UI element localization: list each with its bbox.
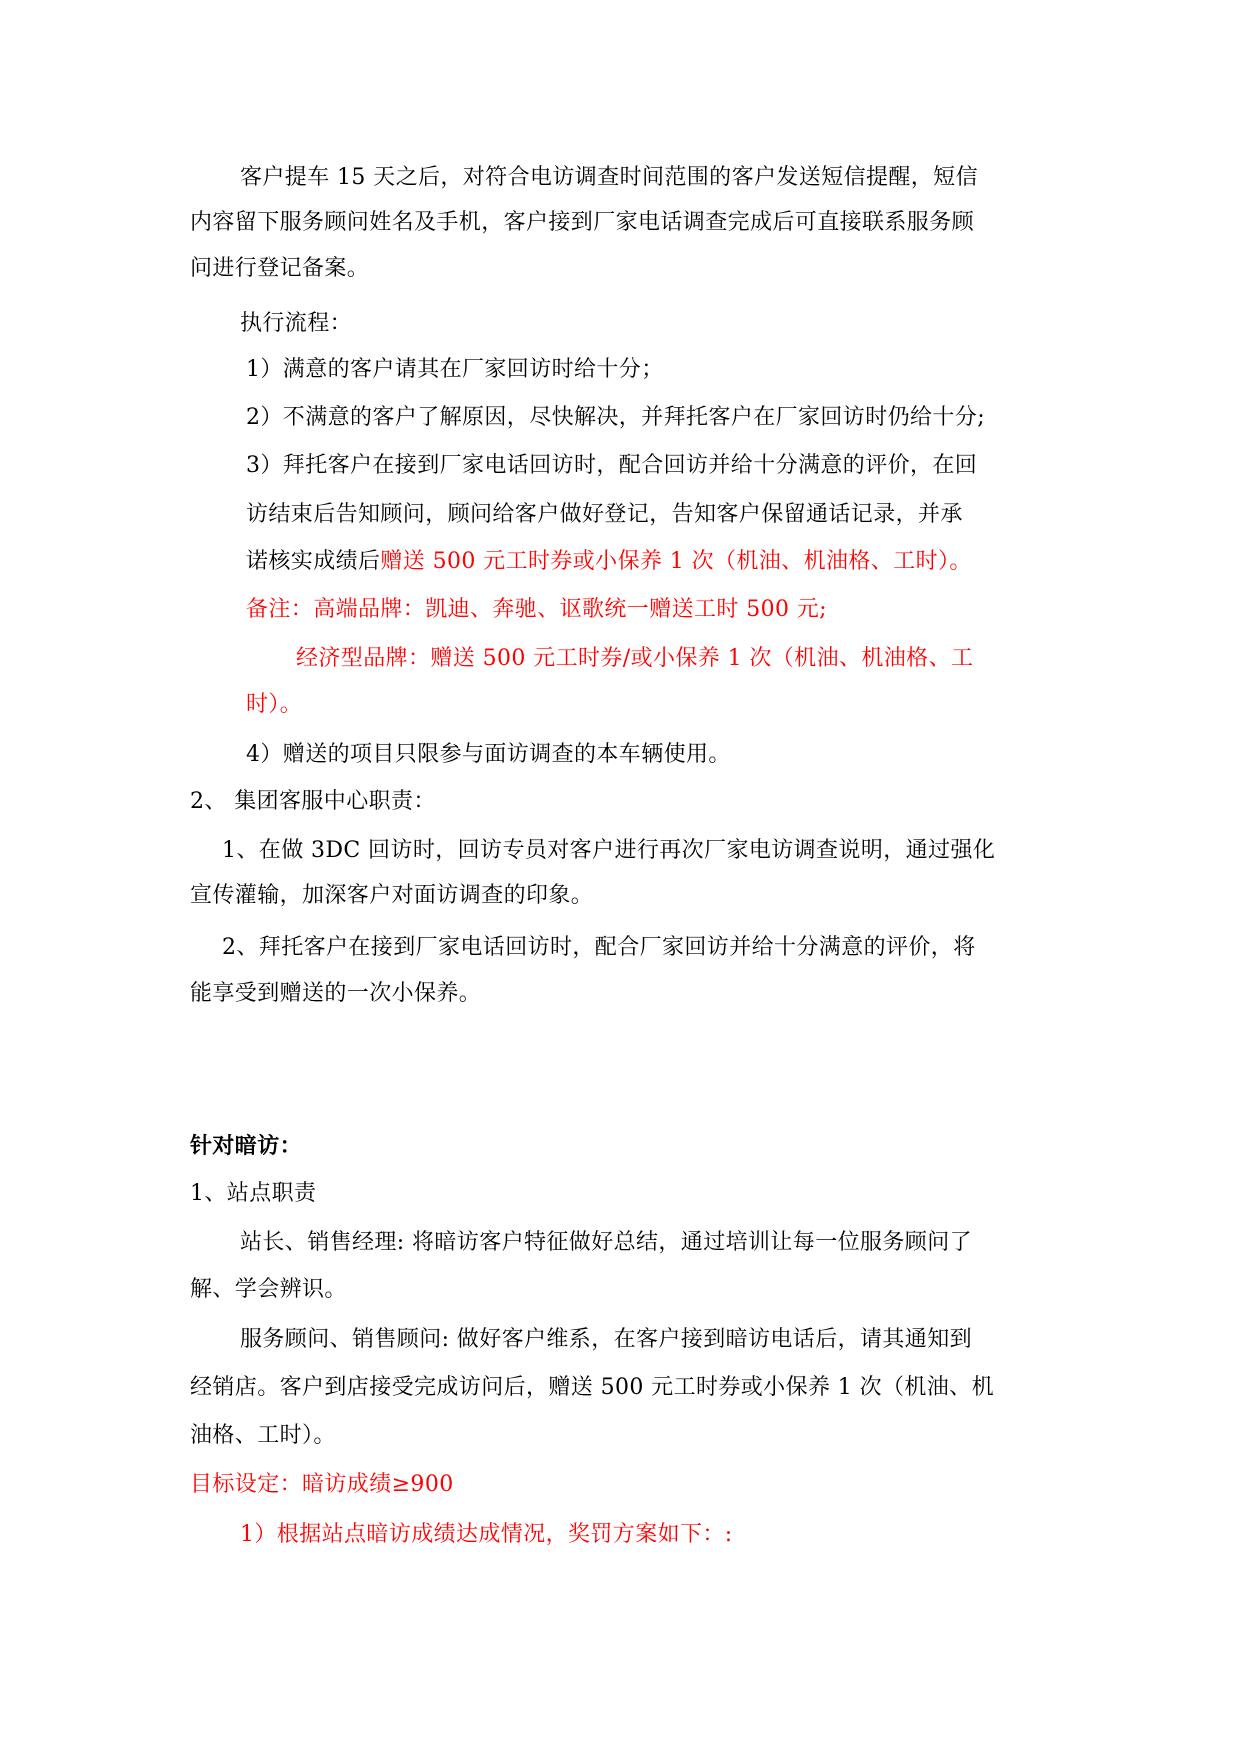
manager-para-line-1: 站长、销售经理: 将暗访客户特征做好总结，通过培训让每一位服务顾问了 [240, 1230, 973, 1255]
advisor-para-line-3: 油格、工时）。 [190, 1423, 336, 1448]
intro-line-1: 客户提车 15 天之后，对符合电访调查时间范围的客户发送短信提醒，短信 [240, 165, 978, 190]
process-step-3-line-2: 访结束后告知顾问，顾问给客户做好登记，告知客户保留通话记录，并承 [246, 502, 963, 527]
process-step-3-line-3 [246, 547, 972, 577]
advisor-para-line-1: 服务顾问、销售顾问: 做好客户维系，在客户接到暗访电话后，请其通知到 [240, 1327, 973, 1352]
section-2-item-2-line-1: 2、拜托客户在接到厂家电话回访时，配合厂家回访并给十分满意的评价，将 [222, 935, 976, 960]
process-step-2: 2）不满意的客户了解原因，尽快解决，并拜托客户在厂家回访时仍给十分; [246, 405, 986, 430]
process-step-4: 4）赠送的项目只限参与面访调查的本车辆使用。 [246, 742, 731, 767]
section-2-item-2-line-2: 能享受到赠送的一次小保养。 [190, 981, 482, 1006]
process-step-1: 1）满意的客户请其在厂家回访时给十分； [246, 357, 664, 382]
mystery-subsection-1: 1、站点职责 [190, 1181, 317, 1206]
section-2-item-1-line-2: 宣传灌输，加深客户对面访调查的印象。 [190, 883, 594, 908]
note-line-3: 时）。 [246, 692, 303, 717]
note-line-2: 经济型品牌：赠送 500 元工时券/或小保养 1 次（机油、机油格、工 [296, 646, 974, 671]
process-step-3-line-1: 3）拜托客户在接到厂家电话回访时，配合回访并给十分满意的评价，在回 [246, 453, 978, 478]
step-3-text: 诺核实成绩后 [246, 549, 381, 574]
target-setting: 目标设定：暗访成绩≥900 [190, 1472, 454, 1497]
note-line-1: 备注：高端品牌：凯迪、奔驰、讴歌统一赠送工时 500 元; [246, 597, 827, 622]
advisor-para-line-2: 经销店。客户到店接受完成访问后，赠送 500 元工时券或小保养 1 次（机油、机 [190, 1375, 994, 1400]
intro-line-3: 问进行登记备案。 [190, 256, 370, 281]
intro-line-2: 内容留下服务顾问姓名及手机，客户接到厂家电话调查完成后可直接联系服务顾 [190, 210, 975, 235]
section-2-item-1-line-1: 1、在做 3DC 回访时，回访专员对客户进行再次厂家电访调查说明，通过强化 [222, 838, 996, 863]
manager-para-line-2: 解、学会辨识。 [190, 1277, 347, 1302]
section-2-title: 2、 集团客服中心职责： [190, 789, 436, 814]
reward-highlight: 赠送 500 元工时券或小保养 1 次（机油、机油格、工时）。 [380, 549, 972, 574]
target-item-1: 1）根据站点暗访成绩达成情况，奖罚方案如下：: [240, 1522, 733, 1547]
process-title: 执行流程： [240, 311, 353, 336]
mystery-section-title: 针对暗访： [190, 1133, 303, 1159]
